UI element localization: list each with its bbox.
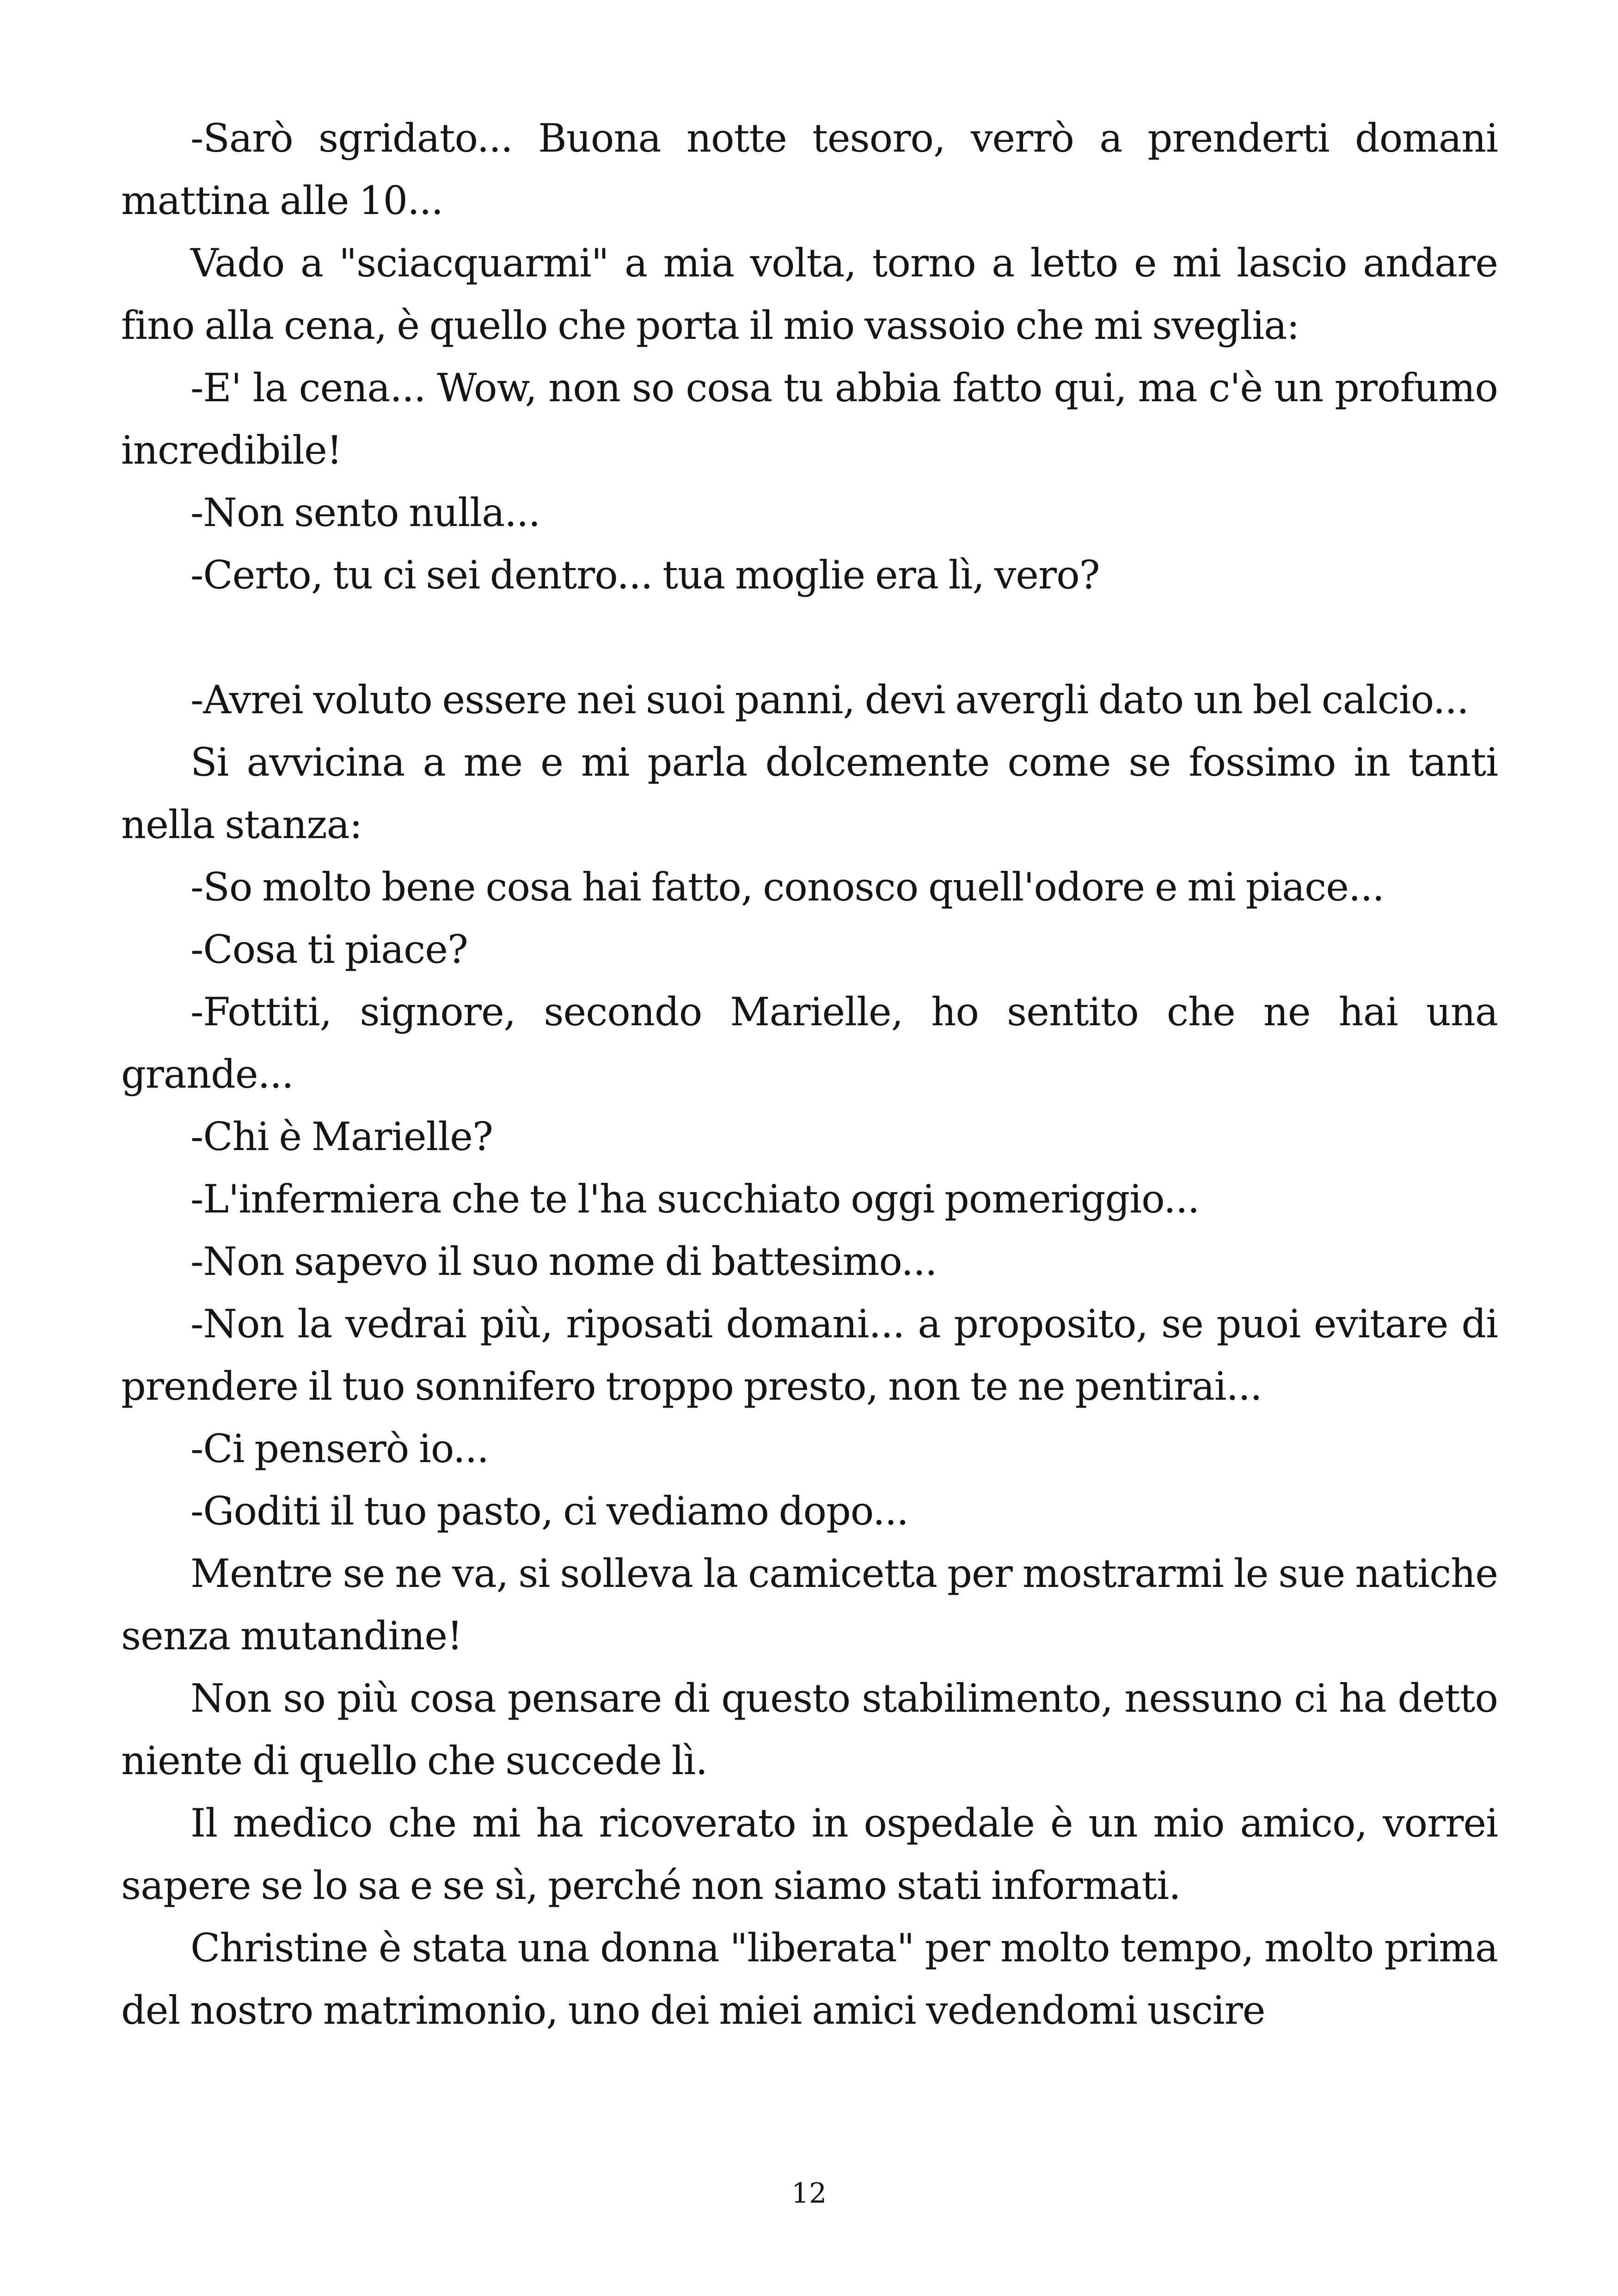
paragraph: Non so più cosa pensare di questo stabilimento, nessuno ci ha detto niente di quello che succede lì. bbox=[121, 1676, 1498, 1783]
paragraph: Si avvicina a me e mi parla dolcemente come se fossimo in tanti nella stanza: bbox=[121, 740, 1498, 847]
blank-line bbox=[121, 606, 1498, 669]
paragraph: -Ci penserò io... bbox=[190, 1426, 489, 1471]
paragraph: -Avrei voluto essere nei suoi panni, devi avergli dato un bel calcio... bbox=[190, 677, 1469, 722]
paragraph: -Goditi il tuo pasto, ci vediamo dopo... bbox=[190, 1488, 908, 1534]
page-number: 12 bbox=[791, 2177, 827, 2210]
paragraph: -Fottiti, signore, secondo Marielle, ho sentito che ne hai una grande... bbox=[121, 989, 1498, 1097]
paragraph: -So molto bene cosa hai fatto, conosco quell'odore e mi piace... bbox=[190, 864, 1385, 910]
paragraph: -Non sento nulla... bbox=[190, 490, 540, 535]
paragraph: -L'infermiera che te l'ha succhiato oggi pomeriggio... bbox=[190, 1176, 1200, 1222]
paragraph: -E' la cena... Wow, non so cosa tu abbia fatto qui, ma c'è un profumo incredibile! bbox=[121, 365, 1498, 473]
paragraph: -Chi è Marielle? bbox=[190, 1114, 493, 1159]
paragraph: -Sarò sgridato... Buona notte tesoro, verrò a prenderti domani mattina alle 10... bbox=[121, 116, 1498, 223]
paragraph: Il medico che mi ha ricoverato in ospedale è un mio amico, vorrei sapere se lo sa e se sì, perché non siamo stati informati. bbox=[121, 1800, 1498, 1908]
paragraph: Christine è stata una donna "liberata" per molto tempo, molto prima del nostro matrimonio, uno dei miei amici vedendomi uscire bbox=[121, 1925, 1498, 2033]
paragraph: -Non sapevo il suo nome di battesimo... bbox=[190, 1239, 937, 1284]
paragraph: -Certo, tu ci sei dentro... tua moglie era lì, vero? bbox=[190, 552, 1100, 598]
paragraph: Vado a "sciacquarmi" a mia volta, torno a letto e mi lascio andare fino alla cena, è quello che porta il mio vassoio che mi sveglia: bbox=[121, 240, 1498, 348]
body-text bbox=[121, 107, 1498, 2042]
paragraph: -Cosa ti piace? bbox=[190, 927, 468, 972]
paragraph: Mentre se ne va, si solleva la camicetta per mostrarmi le sue natiche senza mutandine! bbox=[121, 1551, 1498, 1659]
paragraph: -Non la vedrai più, riposati domani... a proposito, se puoi evitare di prendere il tuo sonnifero troppo presto, non te ne pentirai... bbox=[121, 1301, 1498, 1409]
